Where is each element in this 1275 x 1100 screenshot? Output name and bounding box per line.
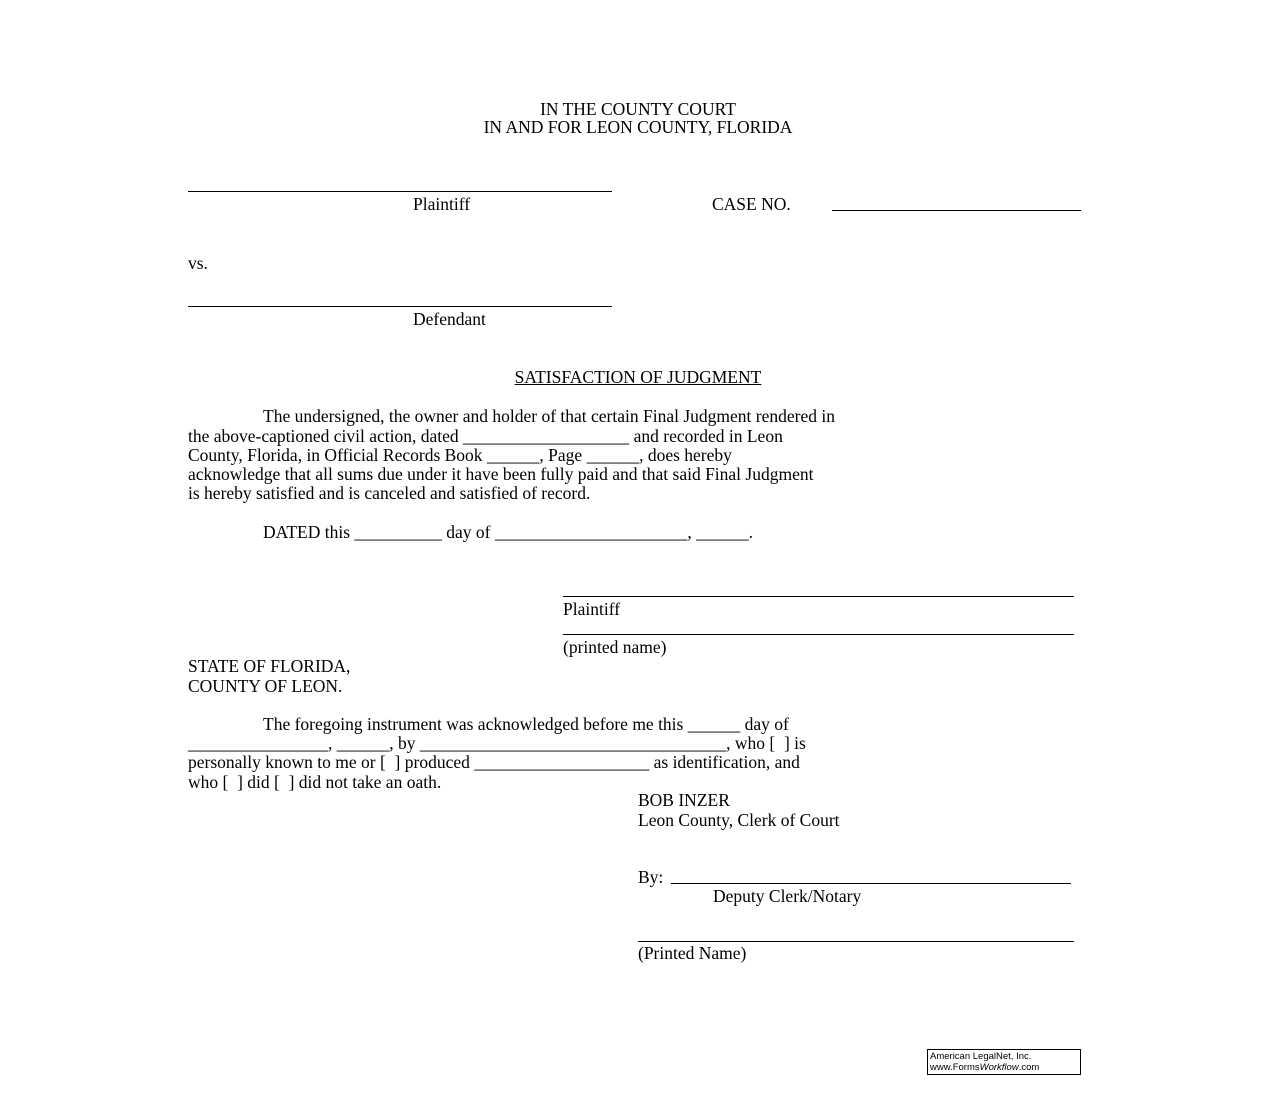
clerk-printed-name-label: (Printed Name)	[638, 943, 747, 963]
clerk-name: BOB INZER	[638, 790, 730, 810]
deputy-clerk-label: Deputy Clerk/Notary	[713, 886, 862, 906]
body-line-5: is hereby satisfied and is canceled and satisfied of record.	[188, 483, 591, 503]
court-heading-line2: IN AND FOR LEON COUNTY, FLORIDA	[483, 117, 793, 137]
publisher-url: www.FormsWorkflow.com	[930, 1062, 1040, 1073]
publisher-company: American LegalNet, Inc.	[930, 1051, 1032, 1062]
case-no-line	[832, 210, 1081, 211]
plaintiff-label: Plaintiff	[413, 194, 471, 214]
dated-line: DATED this __________ day of ______________________, ______.	[263, 522, 753, 542]
notary-line-2: ________________, ______, by ___________________________________, who [ ] is	[188, 733, 806, 753]
clerk-printed-name-line	[638, 941, 1074, 942]
body-line-2: the above-captioned civil action, dated ___________________ and recorded in Leon	[188, 426, 783, 446]
body-line-3: County, Florida, in Official Records Book ______, Page ______, does hereby	[188, 445, 732, 465]
body-line-1: The undersigned, the owner and holder of that certain Final Judgment rendered in	[263, 406, 835, 426]
notary-line-3: personally known to me or [ ] produced ____________________ as identification, and	[188, 752, 800, 772]
vs-label: vs.	[188, 253, 208, 273]
notary-line-4: who [ ] did [ ] did not take an oath.	[188, 772, 442, 792]
clerk-title: Leon County, Clerk of Court	[638, 810, 840, 830]
clerk-signature-line	[671, 883, 1071, 884]
signature-printed-name-label: (printed name)	[563, 637, 667, 657]
notary-line-1: The foregoing instrument was acknowledged before me this ______ day of	[263, 714, 789, 734]
signature-plaintiff-label: Plaintiff	[563, 599, 621, 619]
body-line-4: acknowledge that all sums due under it have been fully paid and that said Final Judgment	[188, 464, 814, 484]
case-no-label: CASE NO.	[712, 194, 791, 214]
plaintiff-name-line	[188, 191, 612, 192]
clerk-by-label: By:	[638, 867, 664, 887]
defendant-label: Defendant	[413, 309, 486, 329]
court-heading-line1: IN THE COUNTY COURT	[540, 99, 736, 119]
document-title: SATISFACTION OF JUDGMENT	[514, 367, 762, 387]
defendant-name-line	[188, 306, 612, 307]
notary-state: STATE OF FLORIDA,	[188, 656, 351, 676]
printed-name-line	[563, 634, 1074, 635]
publisher-footer	[927, 1049, 1081, 1075]
notary-county: COUNTY OF LEON.	[188, 676, 343, 696]
plaintiff-signature-line	[563, 596, 1074, 597]
